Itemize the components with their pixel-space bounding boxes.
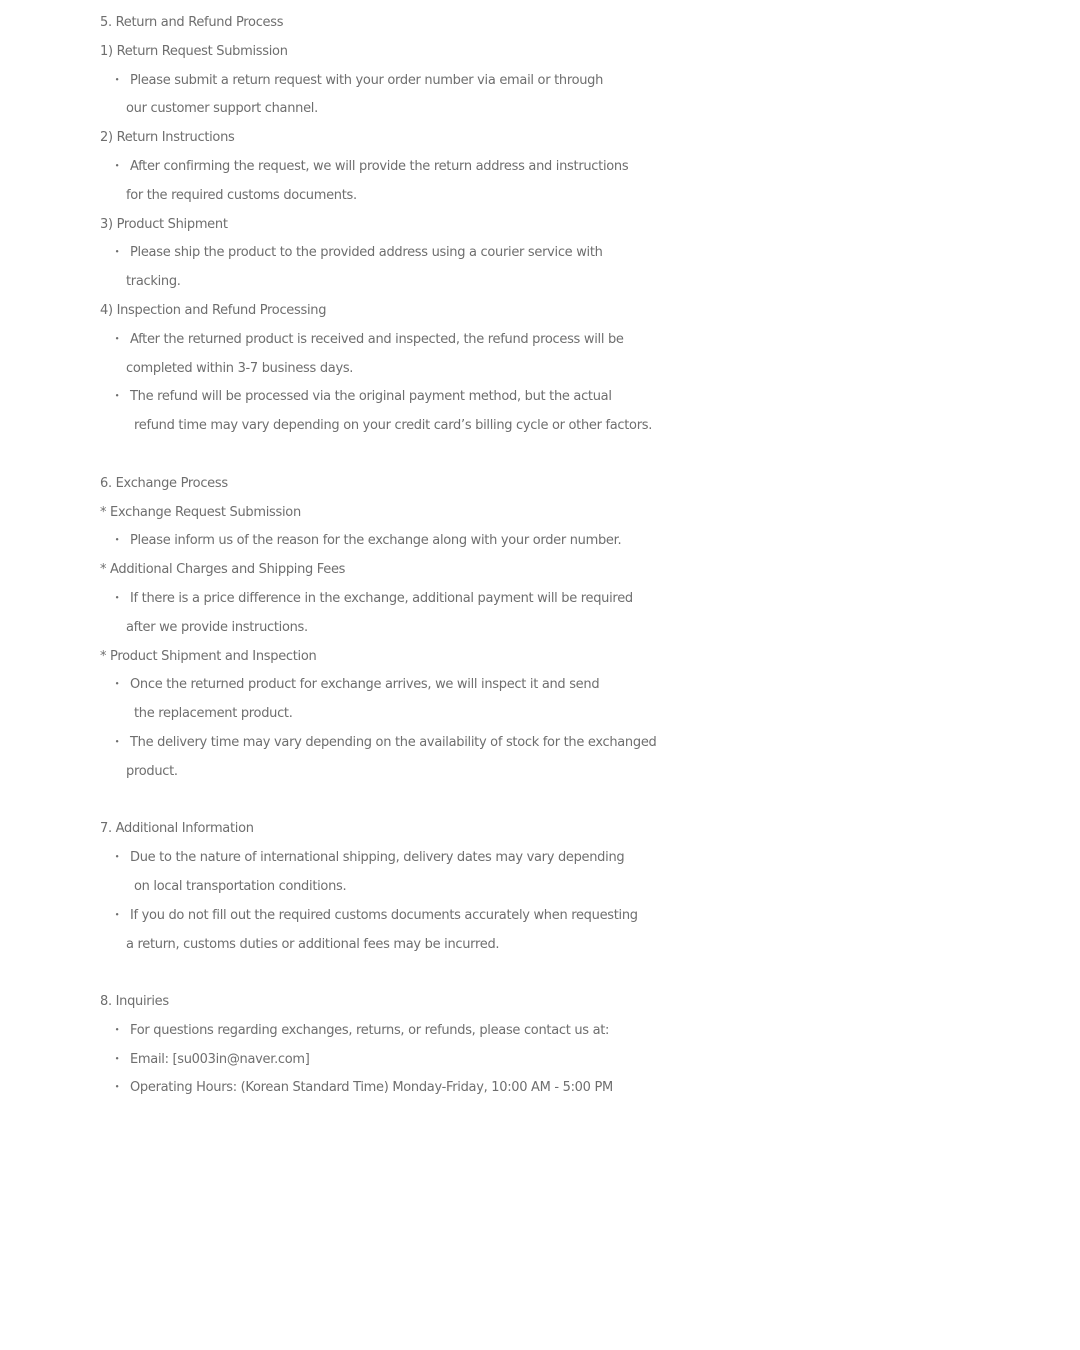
policy-document <box>100 9 1075 1103</box>
section-spacer <box>100 441 1075 470</box>
bullet-text: For questions regarding exchanges, returns, or refunds, please contact us at: <box>130 1022 610 1038</box>
bullet-continuation: refund time may vary depending on your credit card’s billing cycle or other factors. <box>134 418 653 434</box>
bullet-item <box>100 527 1075 556</box>
bullet-text: If there is a price difference in the exchange, additional payment will be required <box>130 590 633 606</box>
bullet-text: Please submit a return request with your order number via email or through <box>130 72 604 88</box>
bullet-dot: ・ <box>110 158 124 174</box>
bullet-dot: ・ <box>110 389 124 405</box>
section-heading-return-refund: 5. Return and Refund Process <box>100 15 284 30</box>
bullet-item-email <box>100 1046 1075 1075</box>
bullet-text: After the returned product is received and inspected, the refund process will be <box>130 331 624 347</box>
subheading-return-request: 1) Return Request Submission <box>100 43 288 59</box>
bullet-dot: ・ <box>110 907 124 923</box>
bullet-continuation: a return, customs duties or additional fees may be incurred. <box>126 936 500 952</box>
bullet-item <box>100 729 1075 758</box>
bullet-text: Please ship the product to the provided address using a courier service with <box>130 245 603 261</box>
subheading-shipment-inspection: * Product Shipment and Inspection <box>100 648 317 664</box>
bullet-item <box>100 239 1075 268</box>
subheading-return-instructions: 2) Return Instructions <box>100 130 235 146</box>
section-spacer <box>100 959 1075 988</box>
bullet-continuation: completed within 3-7 business days. <box>126 360 354 376</box>
bullet-dot: ・ <box>110 850 124 866</box>
subheading-additional-charges: * Additional Charges and Shipping Fees <box>100 562 346 578</box>
bullet-text: The delivery time may vary depending on the availability of stock for the exchanged <box>130 734 657 750</box>
bullet-dot: ・ <box>110 72 124 88</box>
bullet-continuation: on local transportation conditions. <box>134 878 347 894</box>
bullet-continuation: our customer support channel. <box>126 101 318 117</box>
bullet-continuation: after we provide instructions. <box>126 619 308 635</box>
bullet-text: The refund will be processed via the original payment method, but the actual <box>130 389 612 405</box>
bullet-item <box>100 383 1075 412</box>
bullet-text: Due to the nature of international shipping, delivery dates may vary depending <box>130 850 625 866</box>
bullet-item <box>100 902 1075 931</box>
contact-email-text: Email: [su003in@naver.com] <box>130 1051 310 1067</box>
bullet-item <box>100 326 1075 355</box>
bullet-continuation: for the required customs documents. <box>126 187 357 203</box>
bullet-item <box>100 1017 1075 1046</box>
bullet-item <box>100 671 1075 700</box>
subheading-inspection-refund: 4) Inspection and Refund Processing <box>100 302 327 318</box>
section-heading-exchange: 6. Exchange Process <box>100 475 228 491</box>
bullet-dot: ・ <box>110 533 124 549</box>
bullet-dot: ・ <box>110 1051 124 1067</box>
bullet-dot: ・ <box>110 331 124 347</box>
subheading-exchange-request: * Exchange Request Submission <box>100 504 301 520</box>
bullet-continuation: product. <box>126 763 178 779</box>
bullet-text: Please inform us of the reason for the exchange along with your order number. <box>130 533 622 549</box>
section-spacer <box>100 787 1075 816</box>
bullet-text: If you do not fill out the required customs documents accurately when requesting <box>130 907 638 923</box>
bullet-item <box>100 67 1075 96</box>
bullet-dot: ・ <box>110 1022 124 1038</box>
operating-hours-text: Operating Hours: (Korean Standard Time) Monday-Friday, 10:00 AM - 5:00 PM <box>130 1080 613 1096</box>
bullet-text: Once the returned product for exchange arrives, we will inspect it and send <box>130 677 600 693</box>
bullet-item-hours <box>100 1074 1075 1103</box>
bullet-continuation: the replacement product. <box>134 706 293 722</box>
bullet-dot: ・ <box>110 590 124 606</box>
bullet-dot: ・ <box>110 1080 124 1096</box>
bullet-dot: ・ <box>110 677 124 693</box>
bullet-continuation: tracking. <box>126 274 181 290</box>
bullet-text: After confirming the request, we will provide the return address and instructions <box>130 158 629 174</box>
bullet-dot: ・ <box>110 734 124 750</box>
bullet-item <box>100 844 1075 873</box>
bullet-item <box>100 585 1075 614</box>
bullet-dot: ・ <box>110 245 124 261</box>
section-heading-inquiries: 8. Inquiries <box>100 994 169 1010</box>
bullet-item <box>100 153 1075 182</box>
subheading-product-shipment: 3) Product Shipment <box>100 216 228 232</box>
section-heading-additional-info: 7. Additional Information <box>100 821 254 837</box>
